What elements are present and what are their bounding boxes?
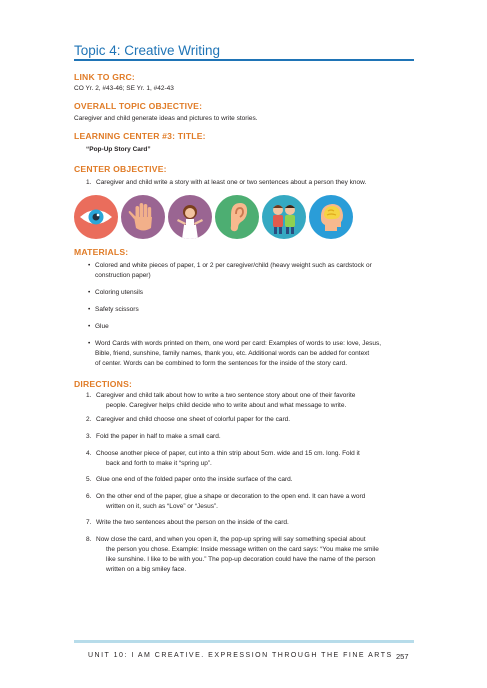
link-grc-heading: LINK TO GRC: [74,72,135,82]
directions-list [86,391,406,575]
girl-icon [168,195,212,239]
list-item: 7. Write the two sentences about the person on the inside of the card. [86,519,289,526]
list-item: • Glue [88,322,410,332]
overall-objective-heading: OVERALL TOPIC OBJECTIVE: [74,101,203,111]
materials-heading: MATERIALS: [74,247,129,257]
eye-icon [74,195,118,239]
list-item: 4. Choose another piece of paper, cut into a thin strip about 5cm. wide and 15 cm. long. Fold it back and forth to make it “spring up”. [86,450,360,467]
title-divider [74,59,414,61]
senses-icon-row [74,195,356,239]
list-item: • Coloring utensils [88,288,410,298]
list-item: • Safety scissors [88,305,410,315]
list-item: 6. On the other end of the paper, glue a shape or decoration to the open end. It can have a word written on it, such as “Love” or “Jesus”. [86,493,366,510]
materials-list [88,261,410,369]
list-item: 5. Glue one end of the folded paper onto the inside surface of the card. [86,476,293,483]
hand-icon [121,195,165,239]
list-item: 1. Caregiver and child write a story with at least one or two sentences about a person they know. [86,179,367,186]
list-item: 1. Caregiver and child talk about how to write a two sentence story about one of their favorite people. Caregiver helps child decide who to write about and what message to write. [86,392,356,409]
list-item: 2. Caregiver and child choose one sheet of colorful paper for the card. [86,416,291,423]
overall-objective-text: Caregiver and child generate ideas and pictures to write stories. [74,115,258,122]
list-item: • Colored and white pieces of paper, 1 or 2 per caregiver/child (heavy weight such as cardstock or construction paper) [88,261,410,281]
directions-heading: DIRECTIONS: [74,379,133,389]
learning-center-title: “Pop-Up Story Card” [86,146,151,153]
list-item: • Word Cards with words printed on them, one word per card: Examples of words to use: love, Jesus, Bible, friend, sunshine, family names, thank you, etc. Additional words can be added for context of center. Words can be combined to form the sentences for the inside of the story card. [88,339,410,369]
footer-unit-title: UNIT 10: I AM CREATIVE. EXPRESSION THROUGH THE FINE ARTS [88,652,393,659]
footer-divider [74,640,414,643]
ear-icon [215,195,259,239]
list-item: 3. Fold the paper in half to make a small card. [86,433,221,440]
center-objective-heading: CENTER OBJECTIVE: [74,164,167,174]
center-objective-list [86,178,406,188]
children-icon [262,195,306,239]
list-item: 8. Now close the card, and when you open it, the pop-up spring will say something special about the person you chose. Example: Inside message written on the card says: “You make me smile like sunshine. I like to be with you.” The pop-up decoration could have the name of the person written on a big smiley face. [86,536,379,573]
learning-center-heading: LEARNING CENTER #3: TITLE: [74,131,206,141]
page-title: Topic 4: Creative Writing [74,43,221,58]
page-number: 257 [396,652,409,661]
brain-icon [309,195,353,239]
link-grc-text: CO Yr. 2, #43-46; SE Yr. 1, #42-43 [74,85,174,92]
